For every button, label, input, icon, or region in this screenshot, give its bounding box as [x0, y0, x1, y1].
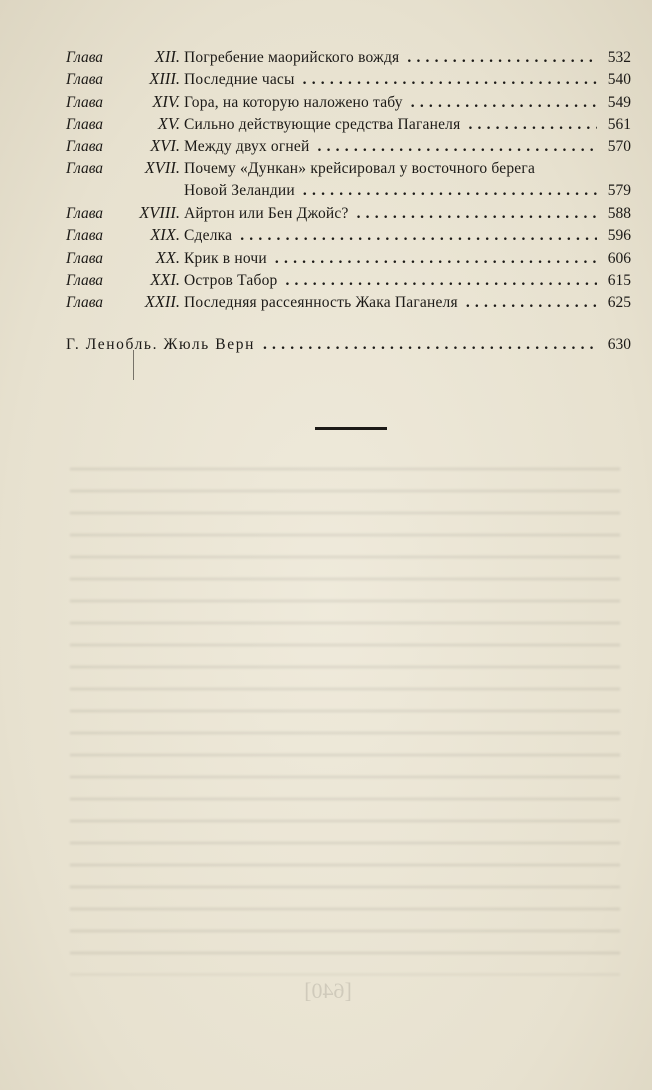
toc-entry[interactable]: [66, 68, 631, 90]
toc-entry[interactable]: [66, 135, 631, 157]
chapter-number: XVIII.: [139, 203, 180, 223]
chapter-title: Сильно действующие средства Паганеля: [184, 115, 461, 133]
page-number: 588: [607, 205, 631, 223]
page-number: 540: [607, 71, 631, 89]
chapter-number: XII.: [154, 47, 180, 66]
chapter-title-continuation: Новой Зеландии: [184, 181, 295, 199]
toc-entry[interactable]: [66, 247, 631, 269]
chapter-title: Крик в ночи: [184, 249, 267, 267]
chapter-title: Последние часы: [184, 71, 295, 89]
chapter-label: Глава: [66, 294, 104, 312]
chapter-number: XX.: [155, 247, 180, 267]
leader-dots: [285, 270, 597, 292]
leader-dots: [240, 225, 597, 247]
toc-author-entry[interactable]: [66, 334, 631, 356]
toc-entry[interactable]: [66, 46, 631, 68]
chapter-label: Глава: [66, 249, 104, 267]
page-number: 561: [607, 115, 631, 133]
leader-dots: [303, 180, 597, 202]
leader-dots: [411, 92, 597, 114]
toc-entry[interactable]: [66, 113, 631, 135]
chapter-title: Погребение маорийского вождя: [184, 49, 400, 66]
table-of-contents: [66, 46, 631, 356]
page-number: 579: [607, 181, 631, 199]
toc-entry[interactable]: [66, 269, 631, 291]
toc-entry[interactable]: [66, 157, 631, 179]
page-number: 570: [607, 138, 631, 156]
page-number: 596: [607, 227, 631, 245]
chapter-label: Глава: [66, 49, 104, 66]
toc-entry-continuation[interactable]: [66, 180, 631, 202]
toc-entry[interactable]: [66, 291, 631, 313]
page-number: 625: [607, 294, 631, 312]
chapter-number: XXII.: [144, 292, 180, 312]
chapter-title: Последняя рассеянность Жака Паганеля: [184, 294, 458, 312]
leader-dots: [468, 114, 597, 136]
page-number: 532: [607, 49, 631, 66]
leader-dots: [263, 334, 597, 356]
leader-dots: [318, 136, 597, 158]
chapter-label: Глава: [66, 205, 104, 223]
chapter-number: XIII.: [149, 69, 180, 89]
leader-dots: [407, 47, 597, 69]
chapter-number: XIV.: [152, 91, 180, 111]
chapter-label: Глава: [66, 160, 104, 178]
chapter-number: XIX.: [150, 225, 180, 245]
author-entry-title: Г. Ленобль. Жюль Верн: [66, 335, 255, 353]
chapter-title: Гора, на которую наложено табу: [184, 93, 403, 111]
show-through-text: [70, 455, 620, 975]
leader-dots: [466, 292, 597, 314]
page-number: 630: [607, 335, 631, 353]
chapter-label: Глава: [66, 71, 104, 89]
chapter-number: XVII.: [144, 158, 180, 178]
leader-dots: [275, 248, 597, 270]
chapter-number: XV.: [157, 113, 180, 133]
chapter-title: Остров Табор: [184, 271, 278, 289]
chapter-label: Глава: [66, 93, 104, 111]
toc-entry[interactable]: [66, 224, 631, 246]
chapter-label: Глава: [66, 227, 104, 245]
chapter-title: Почему «Дункан» крейсировал у восточного берега: [184, 160, 536, 178]
chapter-number: XXI.: [150, 269, 180, 289]
toc-entry[interactable]: [66, 202, 631, 224]
show-through-folio: [640]: [304, 978, 352, 1003]
section-divider: [315, 427, 387, 430]
chapter-title: Сделка: [184, 227, 233, 245]
chapter-label: Глава: [66, 271, 104, 289]
toc-entry[interactable]: [66, 91, 631, 113]
chapter-title: Между двух огней: [184, 138, 310, 156]
chapter-title: Айртон или Бен Джойс?: [184, 205, 349, 223]
leader-dots: [357, 203, 597, 225]
chapter-label: Глава: [66, 138, 104, 156]
page-number: 615: [607, 271, 631, 289]
page-number: 606: [607, 249, 631, 267]
chapter-label: Глава: [66, 115, 104, 133]
leader-dots: [303, 69, 597, 91]
chapter-number: XVI.: [150, 136, 180, 156]
page-number: 549: [607, 93, 631, 111]
